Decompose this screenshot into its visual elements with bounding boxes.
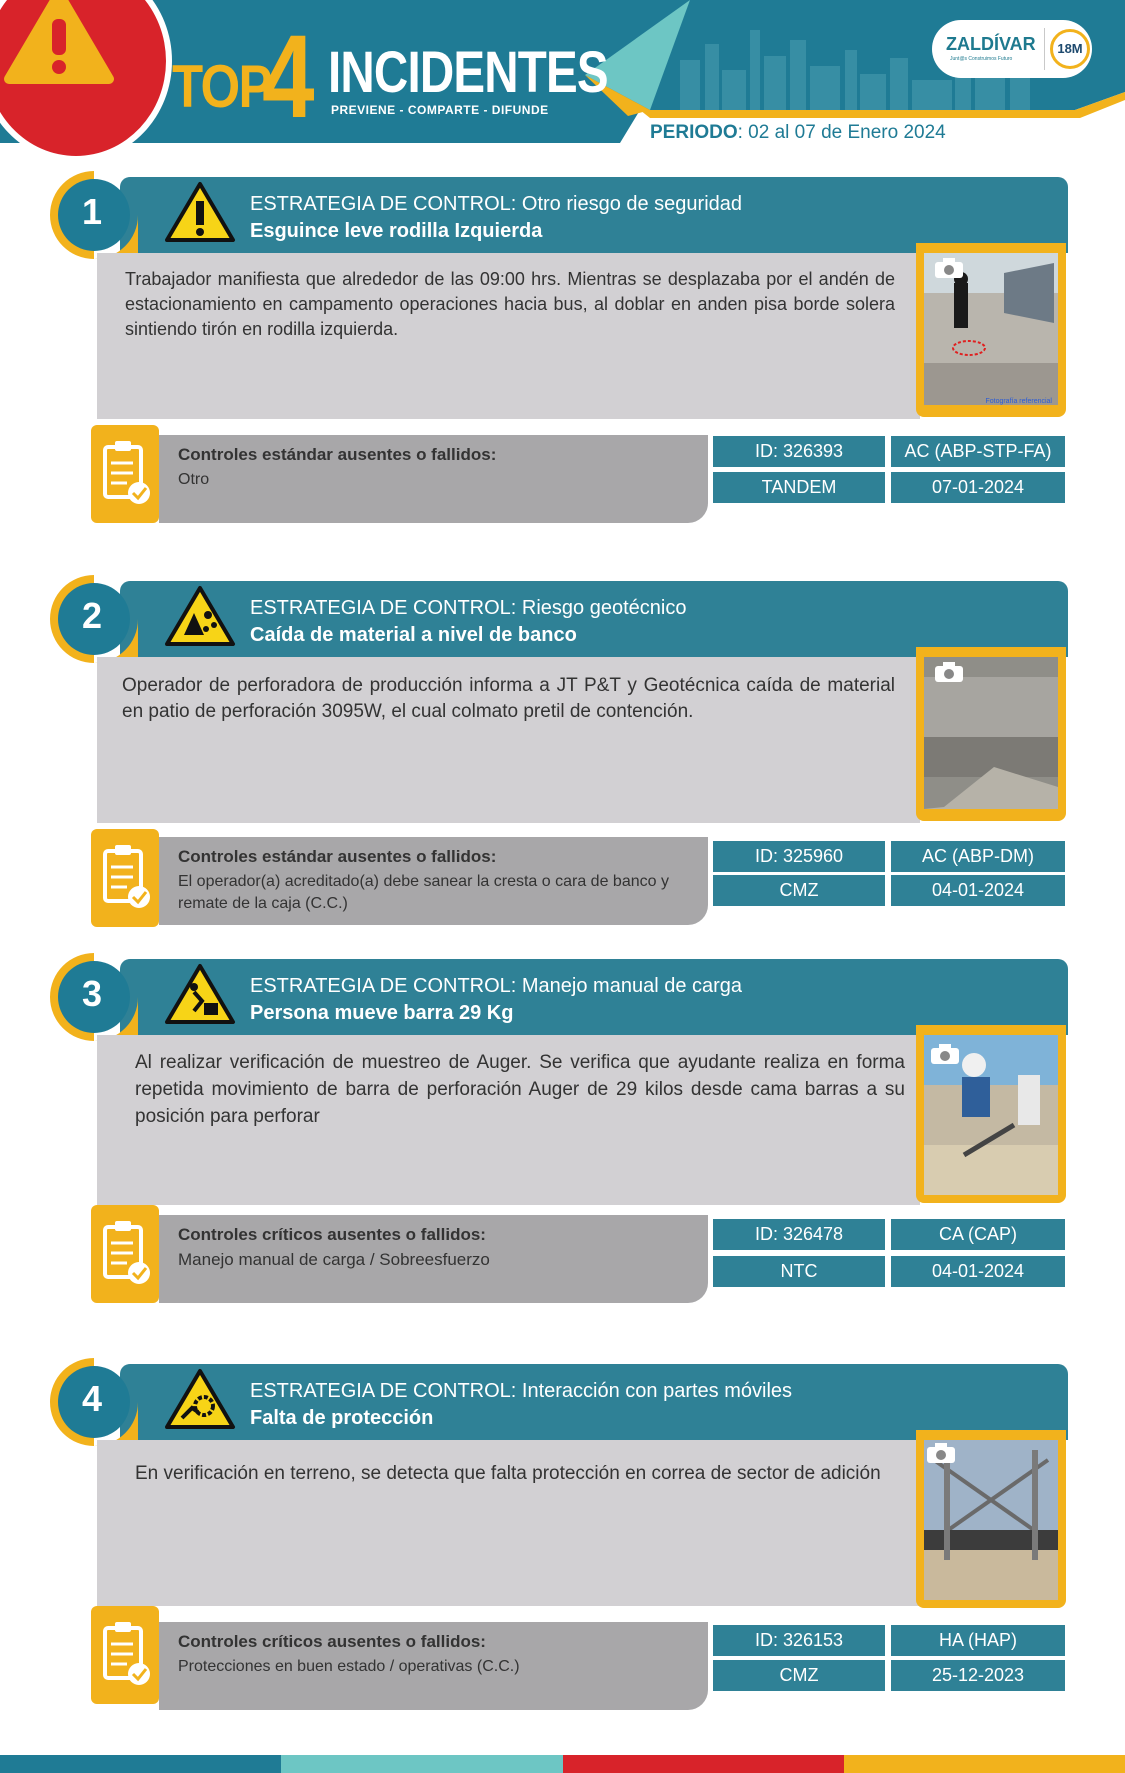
period-value: : 02 al 07 de Enero 2024	[737, 122, 946, 143]
incident-code: AC (ABP-STP-FA)	[891, 436, 1065, 467]
falling-rocks-icon	[164, 585, 236, 647]
controls-text: Otro	[178, 471, 210, 488]
incident-description: Operador de perforadora de producción informa a JT P&T y Geotécnica caída de material en patio de perforación 3095W, el cual colmato pretil de contención.	[122, 675, 895, 722]
logo-tagline: Junt@s Construimos Futuro	[950, 56, 1013, 62]
controls-panel	[159, 435, 708, 523]
incident-title: Caída de material a nivel de banco	[250, 624, 577, 646]
camera-icon	[934, 257, 964, 279]
photo-frame	[916, 1430, 1066, 1608]
incident-title: Persona mueve barra 29 Kg	[250, 1002, 514, 1024]
title-top: TOP	[172, 53, 271, 120]
incident-title: Esguince leve rodilla Izquierda	[250, 220, 543, 242]
incident-area: TANDEM	[713, 472, 885, 503]
controls-panel	[159, 1215, 708, 1303]
clipboard-check-icon	[91, 1606, 159, 1704]
controls-title: Controles críticos ausentes o fallidos:	[178, 1225, 486, 1244]
incident-date: 04-01-2024	[891, 875, 1065, 906]
control-strategy: ESTRATEGIA DE CONTROL: Manejo manual de carga	[250, 975, 743, 997]
control-strategy: ESTRATEGIA DE CONTROL: Riesgo geotécnico	[250, 597, 687, 619]
incident-number: 1	[81, 191, 103, 232]
controls-panel	[159, 837, 708, 925]
controls-text: Protecciones en buen estado / operativas (C.C.)	[178, 1658, 520, 1675]
incident-number: 4	[81, 1378, 103, 1419]
period-line	[650, 122, 946, 144]
manual-lifting-icon	[164, 963, 236, 1025]
incident-code: AC (ABP-DM)	[891, 841, 1065, 872]
title-main: INCIDENTES	[328, 40, 608, 105]
incident-date: 07-01-2024	[891, 472, 1065, 503]
controls-title: Controles estándar ausentes o fallidos:	[178, 847, 497, 866]
incident-area: NTC	[713, 1256, 885, 1287]
incident-date: 25-12-2023	[891, 1660, 1065, 1691]
description-panel	[97, 1035, 920, 1205]
photo-frame	[916, 647, 1066, 821]
logo-badge: 18M	[1050, 29, 1090, 69]
incident-title: Falta de protección	[250, 1407, 434, 1429]
incident-area: CMZ	[713, 1660, 885, 1691]
incident-date: 04-01-2024	[891, 1256, 1065, 1287]
page-header	[0, 0, 1125, 150]
logo-divider	[1044, 28, 1045, 70]
incident-code: CA (CAP)	[891, 1219, 1065, 1250]
control-strategy: ESTRATEGIA DE CONTROL: Interacción con partes móviles	[250, 1380, 793, 1402]
incident-description: Al realizar verificación de muestreo de Auger. Se verifica que ayudante realiza en forma repetida movimiento de barra de perforación Auger de 29 kilos desde cama barras a su posición para perforar	[135, 1052, 905, 1127]
period-label: PERIODO	[650, 122, 738, 143]
control-strategy: ESTRATEGIA DE CONTROL: Otro riesgo de seguridad	[250, 193, 743, 215]
company-logo	[932, 20, 1092, 78]
description-panel	[97, 253, 920, 419]
clipboard-check-icon	[91, 1205, 159, 1303]
incident-description: En verificación en terreno, se detecta que falta protección en correa de sector de adición	[135, 1463, 881, 1484]
footer-stripe-aqua	[281, 1755, 563, 1773]
incident-id: ID: 325960	[713, 841, 885, 872]
moving-parts-icon	[164, 1368, 236, 1430]
clipboard-badge	[91, 1606, 159, 1704]
incident-id: ID: 326478	[713, 1219, 885, 1250]
footer-stripe-yellow	[844, 1755, 1125, 1773]
incident-id: ID: 326153	[713, 1625, 885, 1656]
controls-text: El operador(a) acreditado(a) debe sanear la cresta o cara de banco y remate de la caja (C.C.)	[178, 873, 669, 912]
camera-icon	[934, 661, 964, 683]
camera-icon	[930, 1043, 960, 1065]
footer-stripe-red	[563, 1755, 844, 1773]
photo-frame	[916, 1025, 1066, 1203]
warning-icon	[4, 0, 114, 94]
description-panel	[97, 657, 920, 823]
clipboard-check-icon	[91, 425, 159, 523]
title-number: 4	[262, 11, 315, 143]
incident-id: ID: 326393	[713, 436, 885, 467]
controls-title: Controles críticos ausentes o fallidos:	[178, 1632, 486, 1651]
footer-stripe-teal	[0, 1755, 281, 1773]
clipboard-check-icon	[91, 829, 159, 927]
incident-number: 3	[81, 973, 103, 1014]
clipboard-badge	[91, 829, 159, 927]
camera-icon	[926, 1442, 956, 1464]
clipboard-badge	[91, 1205, 159, 1303]
controls-title: Controles estándar ausentes o fallidos:	[178, 445, 497, 464]
controls-text: Manejo manual de carga / Sobreesfuerzo	[178, 1250, 490, 1269]
description-panel	[97, 1440, 920, 1606]
clipboard-badge	[91, 425, 159, 523]
photo-frame	[916, 243, 1066, 417]
photo-caption: Fotografía referencial	[985, 398, 1052, 405]
incident-photo[interactable]	[924, 1440, 1058, 1600]
general-warning-icon	[164, 181, 236, 243]
logo-name: ZALDÍVAR	[946, 34, 1036, 54]
incident-number: 2	[81, 595, 103, 636]
controls-panel	[159, 1622, 708, 1710]
title-subtitle: PREVIENE - COMPARTE - DIFUNDE	[331, 103, 549, 117]
incident-area: CMZ	[713, 875, 885, 906]
incident-description: Trabajador manifiesta que alrededor de las 09:00 hrs. Mientras se desplazaba por el andén de estacionamiento en campamento operaciones hacia bus, al doblar en anden pisa borde solera sintiendo tirón en rodilla izquierda.	[125, 269, 895, 339]
incident-code: HA (HAP)	[891, 1625, 1065, 1656]
